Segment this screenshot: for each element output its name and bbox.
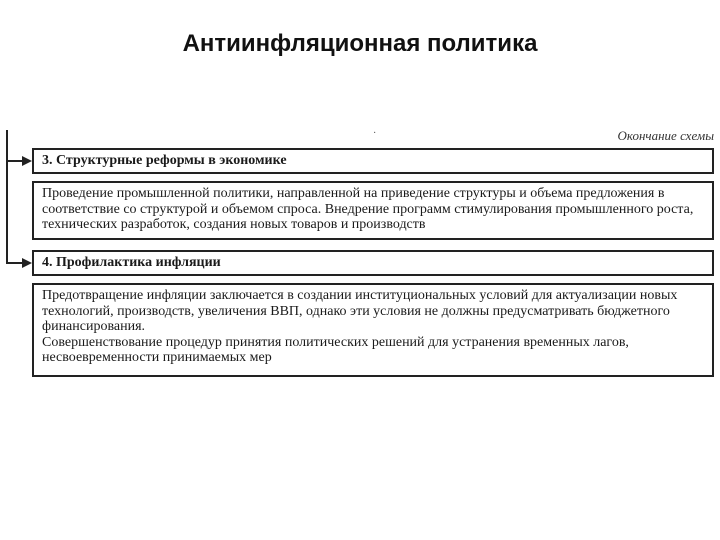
scan-dot: ·: [373, 128, 377, 139]
section-3-heading-text: 3. Структурные реформы в экономике: [42, 153, 287, 168]
section-4-heading-text: 4. Профилактика инфляции: [42, 255, 221, 270]
section-4-text-2: Совершенствование процедур принятия политических решений для устранения временных лагов, несвоевременности принимаемых мер: [42, 334, 629, 365]
section-3-heading: [32, 148, 714, 174]
vertical-connector: [6, 130, 8, 263]
scheme-caption: Окончание схемы: [617, 128, 714, 143]
arrow-right-icon: [22, 156, 32, 166]
section-3-text: Проведение промышленной политики, направленной на приведение структуры и объема предложения в соответствие со структурой и объемом спроса. Внедрение программ стимулирования промышленного роста, технических разработок, создания новых товаров и производств: [42, 186, 694, 232]
section-4-text-1: Предотвращение инфляции заключается в создании институциональных условий для актуализации новых технологий, производств, увеличения ВВП, однако эти условия не должны предусматривать бюджетного финансирования.: [42, 288, 678, 334]
section-3-body: [32, 181, 714, 240]
arrow-right-icon: [22, 258, 32, 268]
section-4-heading: [32, 250, 714, 276]
page-title: Антиинфляционная политика: [182, 30, 538, 57]
section-4-body: [32, 283, 714, 377]
